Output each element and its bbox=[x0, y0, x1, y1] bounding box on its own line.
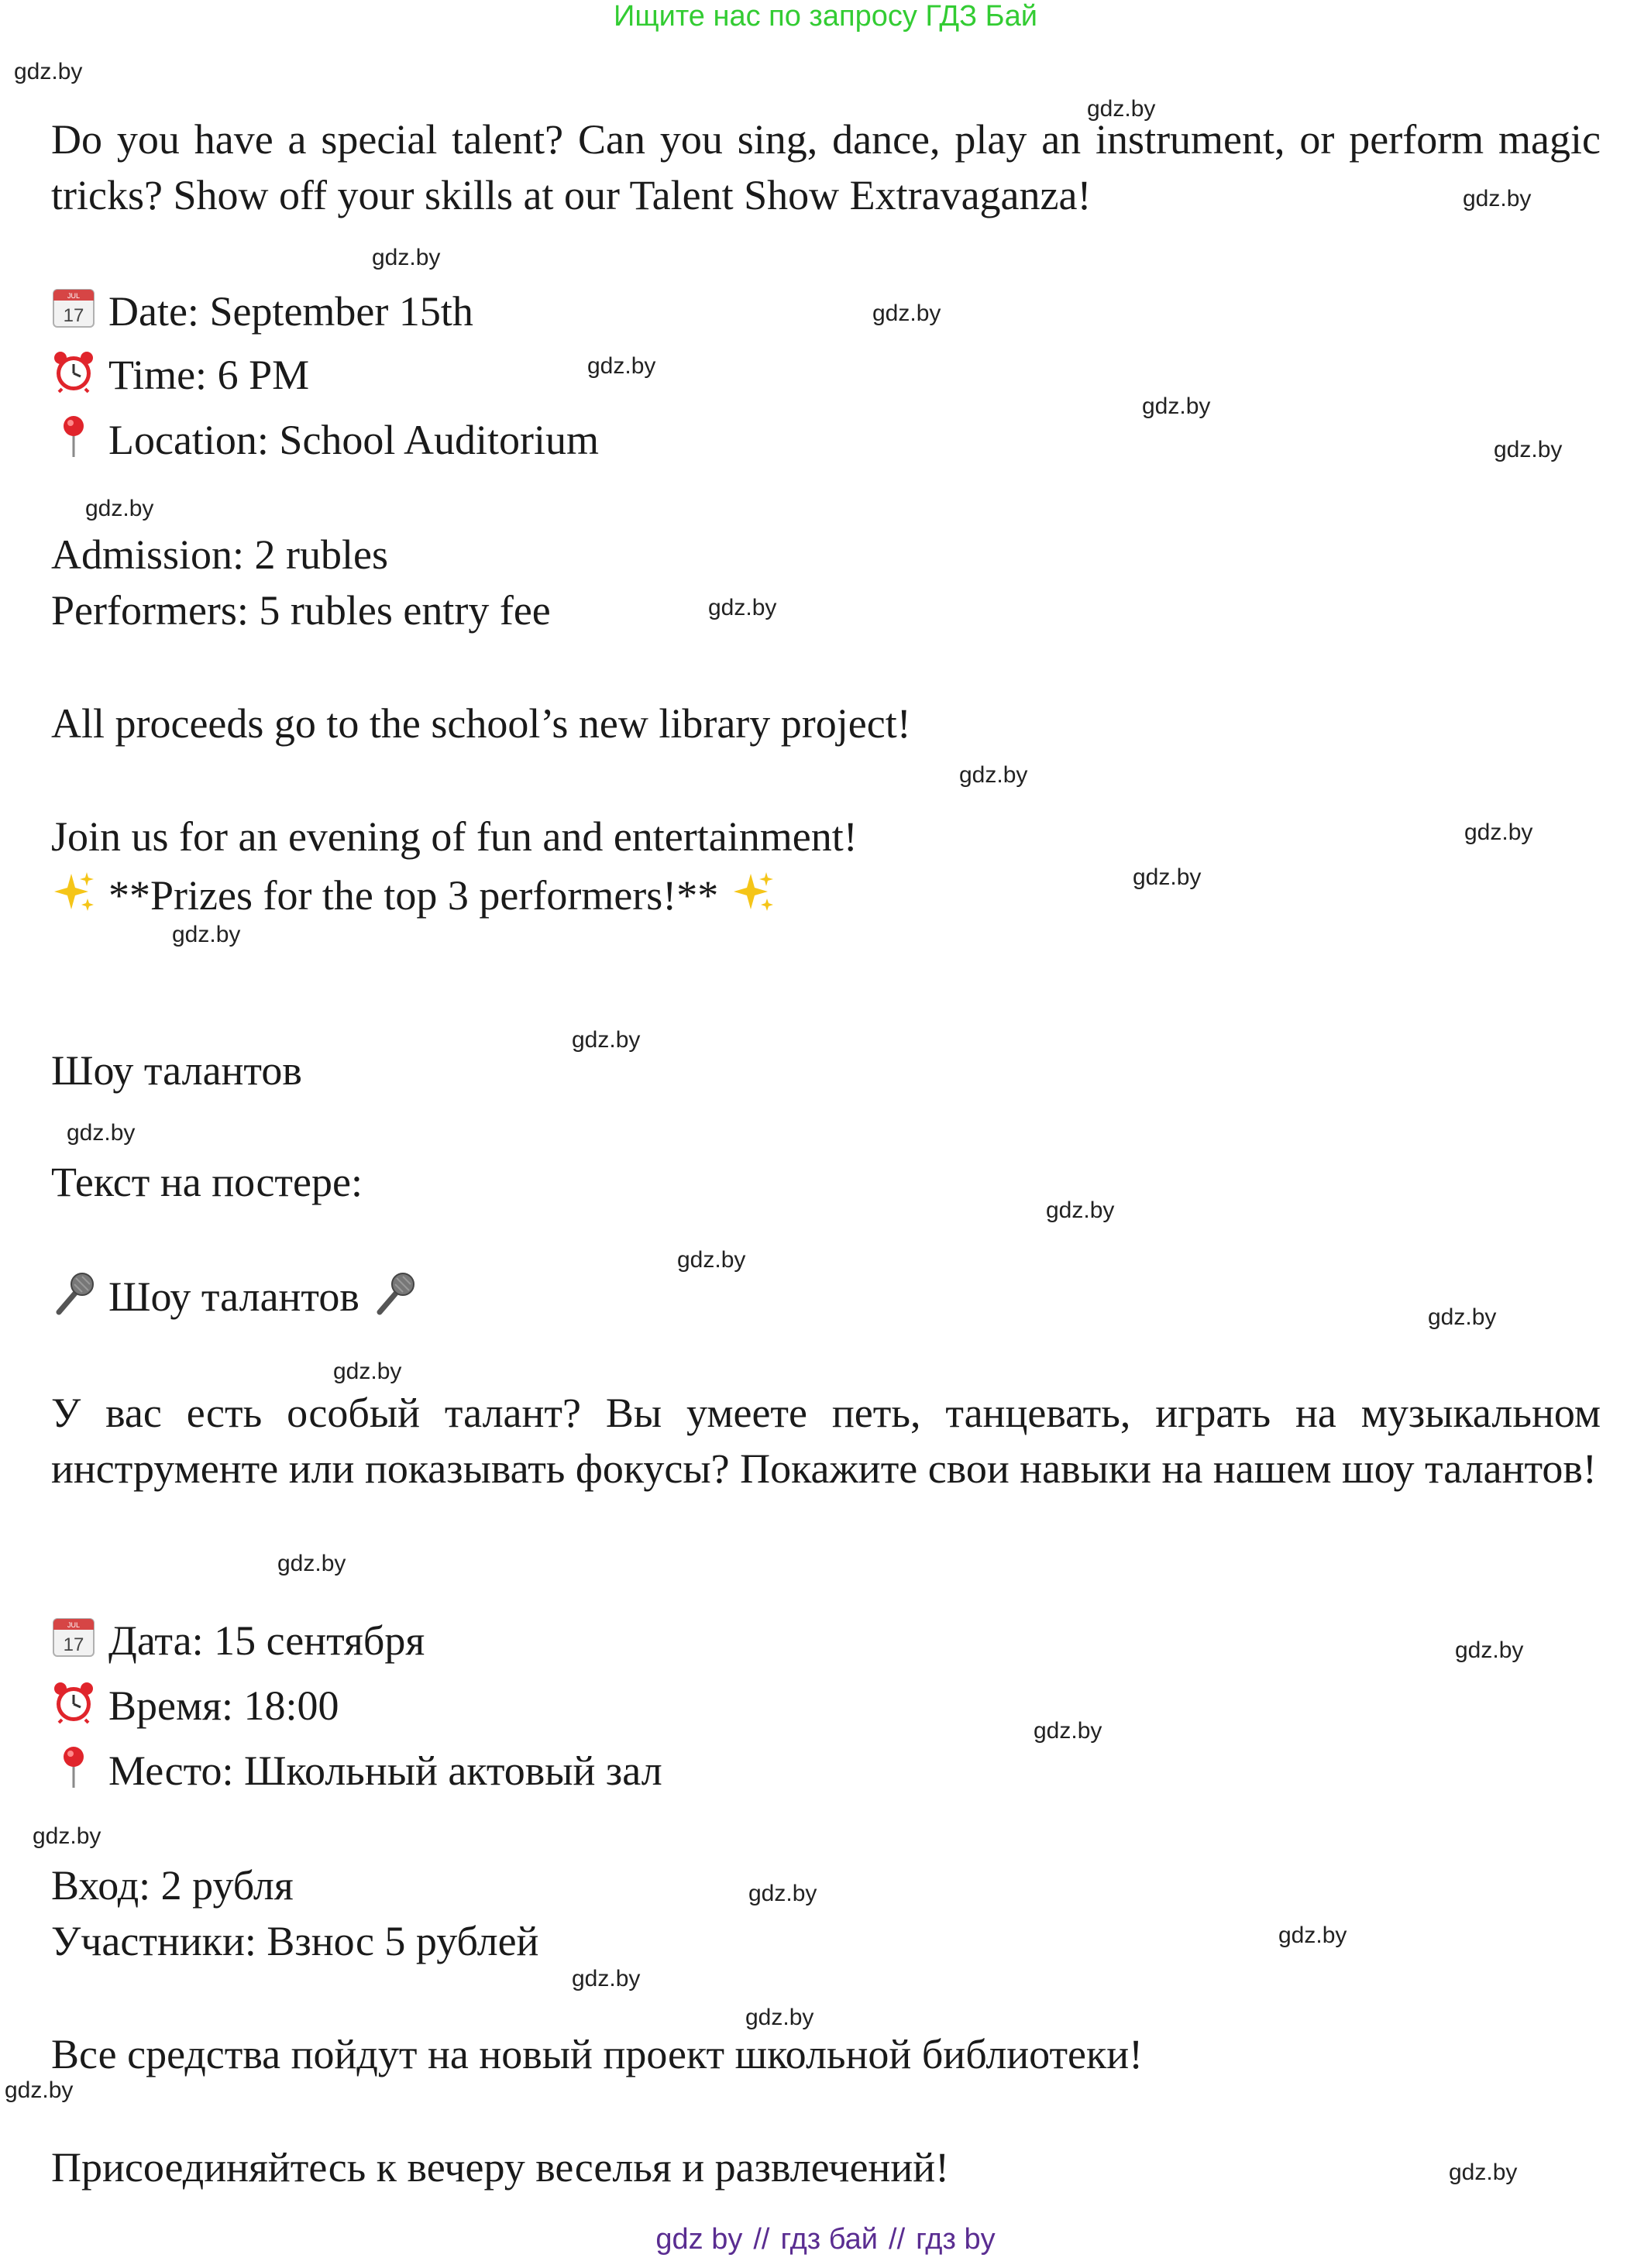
footer-separator: // bbox=[889, 2223, 906, 2256]
watermark: gdz.by bbox=[1455, 1637, 1524, 1663]
russian-time-line bbox=[51, 1678, 1601, 1734]
footer-separator: // bbox=[753, 2223, 770, 2256]
watermark: gdz.by bbox=[748, 1881, 817, 1906]
watermark: gdz.by bbox=[1087, 96, 1156, 122]
footer-link-gdz-bai[interactable]: гдз бай bbox=[780, 2223, 879, 2256]
watermark: gdz.by bbox=[1046, 1198, 1115, 1223]
calendar-month: JUL bbox=[67, 292, 81, 300]
footer-links bbox=[0, 2221, 1651, 2258]
russian-poster-title-line bbox=[51, 1269, 1601, 1325]
watermark: gdz.by bbox=[1464, 820, 1533, 845]
english-admission: Admission: 2 rubles bbox=[51, 531, 389, 578]
calendar-icon bbox=[51, 1614, 96, 1659]
english-proceeds: All proceeds go to the school’s new library project! bbox=[51, 700, 911, 747]
watermark: gdz.by bbox=[67, 1120, 136, 1146]
watermark: gdz.by bbox=[708, 595, 777, 620]
watermark: gdz.by bbox=[1034, 1718, 1102, 1744]
english-prizes: **Prizes for the top 3 performers!** bbox=[108, 872, 719, 919]
calendar-day: 17 bbox=[63, 305, 84, 326]
english-date: Date: September 15th bbox=[108, 288, 473, 335]
russian-proceeds: Все средства пойдут на новый проект школьной библиотеки! bbox=[51, 2031, 1144, 2077]
microphone-icon bbox=[372, 1270, 417, 1315]
watermark: gdz.by bbox=[5, 2077, 74, 2103]
russian-heading: Шоу талантов bbox=[51, 1047, 302, 1094]
watermark: gdz.by bbox=[1449, 2160, 1518, 2185]
watermark: gdz.by bbox=[872, 301, 941, 326]
watermark: gdz.by bbox=[85, 496, 154, 521]
microphone-icon bbox=[51, 1270, 96, 1315]
russian-poster-title: Шоу талантов bbox=[108, 1273, 359, 1320]
english-intro: Do you have a special talent? Can you sing, dance, play an instrument, or perform magic tricks? Show off your skills at our Talent Show Extravaganza! bbox=[51, 116, 1601, 218]
search-hint-link[interactable]: Ищите нас по запросу ГДЗ Бай bbox=[614, 0, 1037, 33]
watermark: gdz.by bbox=[372, 245, 441, 270]
watermark: gdz.by bbox=[277, 1551, 346, 1576]
russian-time: Время: 18:00 bbox=[108, 1682, 339, 1729]
russian-location-line bbox=[51, 1743, 1601, 1799]
english-date-line bbox=[51, 284, 1601, 339]
calendar-month: JUL bbox=[67, 1621, 81, 1629]
calendar-day: 17 bbox=[63, 1634, 84, 1655]
watermark: gdz.by bbox=[677, 1247, 746, 1273]
english-location: Location: School Auditorium bbox=[108, 417, 599, 463]
sparkles-icon bbox=[51, 869, 96, 914]
english-time: Time: 6 PM bbox=[108, 352, 310, 398]
watermark: gdz.by bbox=[1133, 864, 1202, 890]
russian-date-line bbox=[51, 1613, 1601, 1668]
sparkles-icon bbox=[731, 869, 776, 914]
watermark: gdz.by bbox=[333, 1359, 402, 1384]
watermark: gdz.by bbox=[1278, 1923, 1347, 1948]
watermark: gdz.by bbox=[1494, 437, 1563, 462]
watermark: gdz.by bbox=[745, 2005, 814, 2030]
russian-admission: Вход: 2 рубля bbox=[51, 1862, 294, 1909]
watermark: gdz.by bbox=[33, 1823, 101, 1849]
footer-link-gdz-by[interactable]: gdz by bbox=[655, 2223, 743, 2256]
russian-intro: У вас есть особый талант? Вы умеете петь, танцевать, играть на музыкальном инструменте или показывать фокусы? Покажите свои навыки на нашем шоу талантов! bbox=[51, 1390, 1601, 1492]
english-prizes-line bbox=[51, 868, 1601, 923]
footer-link-gdz-by-cyr[interactable]: гдз by bbox=[916, 2223, 996, 2256]
watermark: gdz.by bbox=[959, 762, 1028, 788]
alarm-clock-icon bbox=[51, 1679, 96, 1724]
russian-date: Дата: 15 сентября bbox=[108, 1617, 425, 1664]
english-performers: Performers: 5 rubles entry fee bbox=[51, 587, 551, 634]
watermark: gdz.by bbox=[572, 1027, 641, 1053]
watermark: gdz.by bbox=[172, 922, 241, 947]
calendar-icon bbox=[51, 285, 96, 330]
russian-participants: Участники: Взнос 5 рублей bbox=[51, 1918, 539, 1964]
watermark: gdz.by bbox=[14, 59, 83, 84]
watermark: gdz.by bbox=[1142, 393, 1211, 419]
english-location-line bbox=[51, 412, 1601, 468]
round-pushpin-icon bbox=[51, 414, 96, 459]
russian-join: Присоединяйтесь к вечеру веселья и развлечений! bbox=[51, 2144, 950, 2191]
english-time-line bbox=[51, 347, 1601, 403]
watermark: gdz.by bbox=[1428, 1304, 1497, 1330]
watermark: gdz.by bbox=[572, 1966, 641, 1991]
english-join: Join us for an evening of fun and entertainment! bbox=[51, 813, 858, 860]
round-pushpin-icon bbox=[51, 1744, 96, 1789]
alarm-clock-icon bbox=[51, 349, 96, 393]
watermark: gdz.by bbox=[1463, 186, 1532, 211]
watermark: gdz.by bbox=[587, 353, 656, 379]
russian-location: Место: Школьный актовый зал bbox=[108, 1747, 662, 1794]
russian-poster-label: Текст на постере: bbox=[51, 1159, 363, 1205]
